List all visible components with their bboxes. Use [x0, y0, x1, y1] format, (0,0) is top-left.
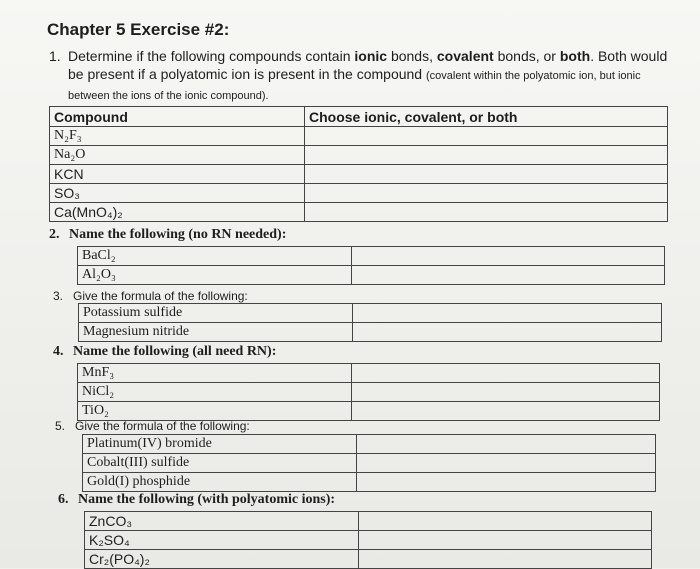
answer-cell[interactable]	[352, 364, 660, 383]
table-row	[50, 203, 668, 222]
table-row	[78, 364, 660, 383]
answer-cell[interactable]	[357, 454, 656, 473]
answer-cell[interactable]	[353, 323, 662, 342]
table-header-bond-type: Choose ionic, covalent, or both	[305, 107, 668, 127]
table-row	[50, 146, 668, 165]
name-cell: Potassium sulfide	[79, 304, 353, 323]
prompt-text: Determine if the following compounds contain	[68, 48, 351, 64]
table-row	[50, 165, 668, 184]
question-3-prompt	[53, 289, 248, 303]
question-number: 2.	[49, 227, 60, 242]
prompt-note: (covalent within the polyatomic ion, but ionic between the ions of the ionic compound).	[68, 70, 641, 102]
question-3-table	[78, 303, 662, 342]
table-row	[79, 323, 662, 342]
answer-cell[interactable]	[359, 550, 652, 569]
table-row	[83, 435, 656, 454]
question-number: 6.	[58, 492, 69, 507]
answer-cell[interactable]	[305, 184, 668, 203]
question-number: 5.	[55, 419, 66, 433]
answer-cell[interactable]	[305, 203, 668, 222]
question-6-table	[84, 511, 652, 569]
question-4-table	[77, 363, 660, 421]
answer-cell[interactable]	[359, 512, 652, 531]
answer-cell[interactable]	[305, 165, 668, 184]
table-row	[50, 184, 668, 203]
compound-cell: Ca(MnO₄)₂	[50, 203, 305, 222]
answer-cell[interactable]	[305, 127, 668, 146]
name-cell: Gold(I) phosphide	[83, 473, 357, 492]
table-row	[78, 247, 665, 266]
compound-cell: ZnCO₃	[85, 512, 359, 531]
compound-cell: SO₃	[50, 184, 305, 203]
compound-cell: TiO₂	[78, 402, 352, 421]
table-row	[79, 304, 662, 323]
answer-cell[interactable]	[353, 304, 662, 323]
name-cell: Platinum(IV) bromide	[83, 435, 357, 454]
question-1-prompt	[49, 47, 679, 105]
answer-cell[interactable]	[352, 383, 660, 402]
answer-cell[interactable]	[352, 402, 660, 421]
compound-cell: Cr₂(PO₄)₂	[85, 550, 359, 569]
compound-cell: NiCl₂	[78, 383, 352, 402]
answer-cell[interactable]	[352, 247, 665, 266]
page-title: Chapter 5 Exercise #2:	[47, 20, 230, 39]
compound-cell: Na₂O	[50, 146, 305, 165]
question-2-table	[77, 246, 665, 285]
compound-cell: Al₂O₃	[78, 266, 352, 285]
table-row	[78, 402, 660, 421]
question-6-prompt	[58, 492, 335, 508]
compound-cell: MnF₃	[78, 364, 352, 383]
table-header-compound: Compound	[50, 107, 305, 127]
prompt-bold-both: both	[559, 48, 591, 64]
table-row	[78, 266, 665, 285]
question-label: Give the formula of the following:	[75, 419, 250, 433]
answer-cell[interactable]	[357, 473, 656, 492]
table-row	[85, 512, 652, 531]
compound-cell: N₂F₃	[50, 127, 305, 146]
answer-cell[interactable]	[352, 266, 665, 285]
answer-cell[interactable]	[359, 531, 652, 550]
answer-cell[interactable]	[305, 146, 668, 165]
question-2-prompt	[49, 227, 286, 243]
compound-bond-table	[49, 106, 668, 222]
compound-cell: K₂SO₄	[85, 531, 359, 550]
name-cell: Magnesium nitride	[79, 323, 353, 342]
name-cell: Cobalt(III) sulfide	[83, 454, 357, 473]
compound-cell: KCN	[50, 165, 305, 184]
table-row	[85, 531, 652, 550]
prompt-text: . Both would be present if a polyatomic ion is present in the compound	[68, 48, 668, 82]
question-label: Name the following (with polyatomic ions):	[78, 492, 336, 507]
table-row	[83, 454, 656, 473]
prompt-bold-covalent: covalent	[436, 48, 494, 64]
table-row	[78, 383, 660, 402]
question-5-table	[82, 434, 656, 492]
table-row	[85, 550, 652, 569]
question-label: Name the following (all need RN):	[73, 344, 277, 359]
prompt-text: bonds,	[390, 48, 433, 64]
question-5-prompt	[55, 419, 250, 433]
question-number: 4.	[53, 344, 64, 359]
answer-cell[interactable]	[357, 435, 656, 454]
question-label: Give the formula of the following:	[73, 289, 248, 303]
question-4-prompt	[53, 344, 276, 360]
table-row	[50, 127, 668, 146]
prompt-bold-ionic: ionic	[354, 48, 388, 64]
table-row	[83, 473, 656, 492]
question-number: 3.	[53, 289, 64, 303]
question-label: Name the following (no RN needed):	[69, 227, 287, 242]
prompt-text: bonds, or	[497, 48, 556, 64]
compound-cell: BaCl₂	[78, 247, 352, 266]
question-number: 1.	[49, 48, 61, 64]
